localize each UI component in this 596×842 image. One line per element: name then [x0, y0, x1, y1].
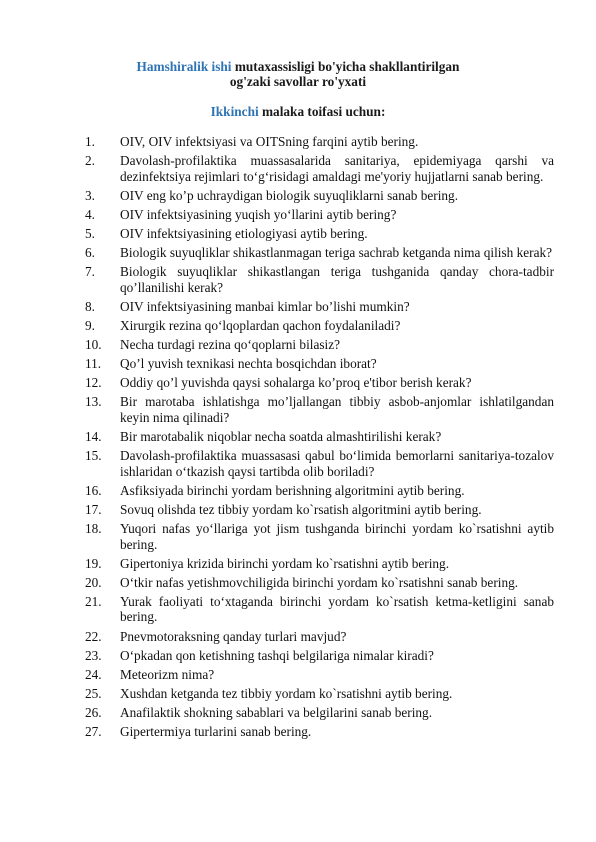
question-number: 25. [85, 685, 102, 701]
question-text: OIV infektsiyasining etiologiyasi aytib bering. [120, 225, 368, 241]
question-text: Yurak faoliyati to‘xtaganda birinchi yordam ko`rsatish ketma-ketligini sanab bering. [120, 593, 554, 625]
question-item [85, 556, 554, 572]
question-item [85, 521, 554, 552]
question-text: Pnevmotoraksning qanday turlari mavjud? [120, 628, 347, 644]
question-item [85, 245, 554, 261]
question-item [85, 375, 554, 391]
question-number: 3. [85, 187, 95, 203]
question-item [85, 667, 554, 683]
question-number: 18. [85, 520, 102, 536]
category-heading [0, 104, 596, 119]
question-text: O‘tkir nafas yetishmovchiligida birinchi yordam ko`rsatishni sanab bering. [120, 574, 519, 590]
question-text: Yuqori nafas yo‘llariga yot jism tushganda birinchi yordam ko`rsatishni aytib bering. [120, 520, 554, 552]
question-text: Asfiksiyada birinchi yordam berishning algoritmini aytib bering. [120, 482, 465, 498]
question-item [85, 429, 554, 445]
question-item [85, 153, 554, 184]
question-item [85, 483, 554, 499]
question-number: 7. [85, 264, 95, 280]
question-item [85, 575, 554, 591]
question-item [85, 337, 554, 353]
question-text: OIV infektsiyasining yuqish yo‘llarini aytib bering? [120, 206, 397, 222]
question-text: Biologik suyuqliklar shikastlanmagan teriga sachrab ketganda nima qilish kerak? [120, 245, 553, 261]
question-text: O‘pkadan qon ketishning tashqi belgilariga nimalar kiradi? [120, 647, 434, 663]
question-item [85, 394, 554, 425]
question-number: 20. [85, 574, 102, 590]
question-list [85, 134, 554, 743]
question-item [85, 448, 554, 479]
question-item [85, 356, 554, 372]
question-text: Biologik suyuqliklar shikastlangan teriga tushganida qanday chora-tadbir qo’llanilishi kerak? [120, 264, 554, 295]
question-text: Xushdan ketganda tez tibbiy yordam ko`rsatishni aytib bering. [120, 685, 453, 701]
question-text: Davolash-profilaktika muassasasi qabul bo‘limida bemorlarni sanitariya-tozalov ishlaridan o‘tkazish qaysi tartibda olib boriladi? [120, 448, 554, 479]
question-item [85, 594, 554, 625]
question-number: 17. [85, 501, 102, 517]
question-number: 13. [85, 394, 102, 410]
title-rest: mutaxassisligi bo'yicha shakllantirilgan [231, 59, 460, 74]
question-item [85, 226, 554, 242]
question-number: 5. [85, 225, 95, 241]
question-item [85, 705, 554, 721]
category-rest: malaka toifasi uchun: [258, 104, 386, 119]
question-item [85, 264, 554, 295]
question-item [85, 648, 554, 664]
question-number: 21. [85, 593, 102, 609]
question-number: 12. [85, 375, 102, 391]
question-item [85, 724, 554, 740]
question-number: 22. [85, 628, 102, 644]
question-item [85, 502, 554, 518]
question-number: 16. [85, 482, 102, 498]
question-number: 2. [85, 153, 95, 169]
question-number: 19. [85, 555, 102, 571]
page-title-line-2: og'zaki savollar ro'yxati [229, 74, 367, 89]
question-text: Bir marotabalik niqoblar necha soatda almashtirilishi kerak? [120, 429, 442, 444]
question-text: OIV infektsiyasining manbai kimlar bo’lishi mumkin? [120, 298, 410, 314]
question-text: OIV, OIV infektsiyasi va OITSning farqini aytib bering. [120, 134, 419, 149]
question-number: 23. [85, 647, 102, 663]
question-item [85, 629, 554, 645]
question-item [85, 188, 554, 204]
question-number: 26. [85, 704, 102, 720]
question-number: 4. [85, 206, 95, 222]
question-text: Bir marotaba ishlatishga mo’ljallangan tibbiy asbob-anjomlar ishlatilgandan keyin nima qilinadi? [120, 394, 554, 425]
question-item [85, 318, 554, 334]
question-text: OIV eng ko’p uchraydigan biologik suyuqliklarni sanab bering. [120, 187, 459, 203]
question-text: Meteorizm nima? [120, 666, 215, 682]
question-number: 27. [85, 724, 102, 739]
question-number: 10. [85, 337, 102, 353]
question-item [85, 299, 554, 315]
question-text: Oddiy qo’l yuvishda qaysi sohalarga ko’proq e'tibor berish kerak? [120, 375, 472, 391]
question-text: Qo’l yuvish texnikasi nechta bosqichdan iborat? [120, 356, 377, 372]
question-number: 8. [85, 298, 95, 314]
question-text: Sovuq olishda tez tibbiy yordam ko`rsatish algoritmini aytib bering. [120, 501, 482, 517]
question-number: 14. [85, 429, 102, 444]
question-number: 6. [85, 245, 95, 261]
category-highlight: Ikkinchi [210, 104, 259, 119]
question-number: 9. [85, 317, 95, 333]
page-title-line-1 [0, 59, 596, 74]
question-text: Gipertoniya krizida birinchi yordam ko`rsatishni aytib bering. [120, 555, 450, 571]
question-item [85, 207, 554, 223]
question-number: 11. [85, 356, 102, 372]
question-item [85, 134, 554, 150]
question-number: 1. [85, 134, 95, 149]
question-item [85, 686, 554, 702]
question-text: Necha turdagi rezina qo‘qoplarni bilasiz? [120, 337, 341, 353]
title-highlight: Hamshiralik ishi [136, 59, 232, 74]
question-text: Gipertermiya turlarini sanab bering. [120, 724, 312, 739]
question-number: 15. [85, 448, 102, 464]
question-text: Davolash-profilaktika muassasalarida sanitariya, epidemiyaga qarshi va dezinfektsiya rejimlari to‘g‘risidagi amaldagi me'yoriy hujjatlarni sanab bering. [120, 153, 554, 184]
question-text: Anafilaktik shokning sabablari va belgilarini sanab bering. [120, 704, 433, 720]
question-number: 24. [85, 666, 102, 682]
question-text: Xirurgik rezina qo‘lqoplardan qachon foydalaniladi? [120, 317, 401, 333]
